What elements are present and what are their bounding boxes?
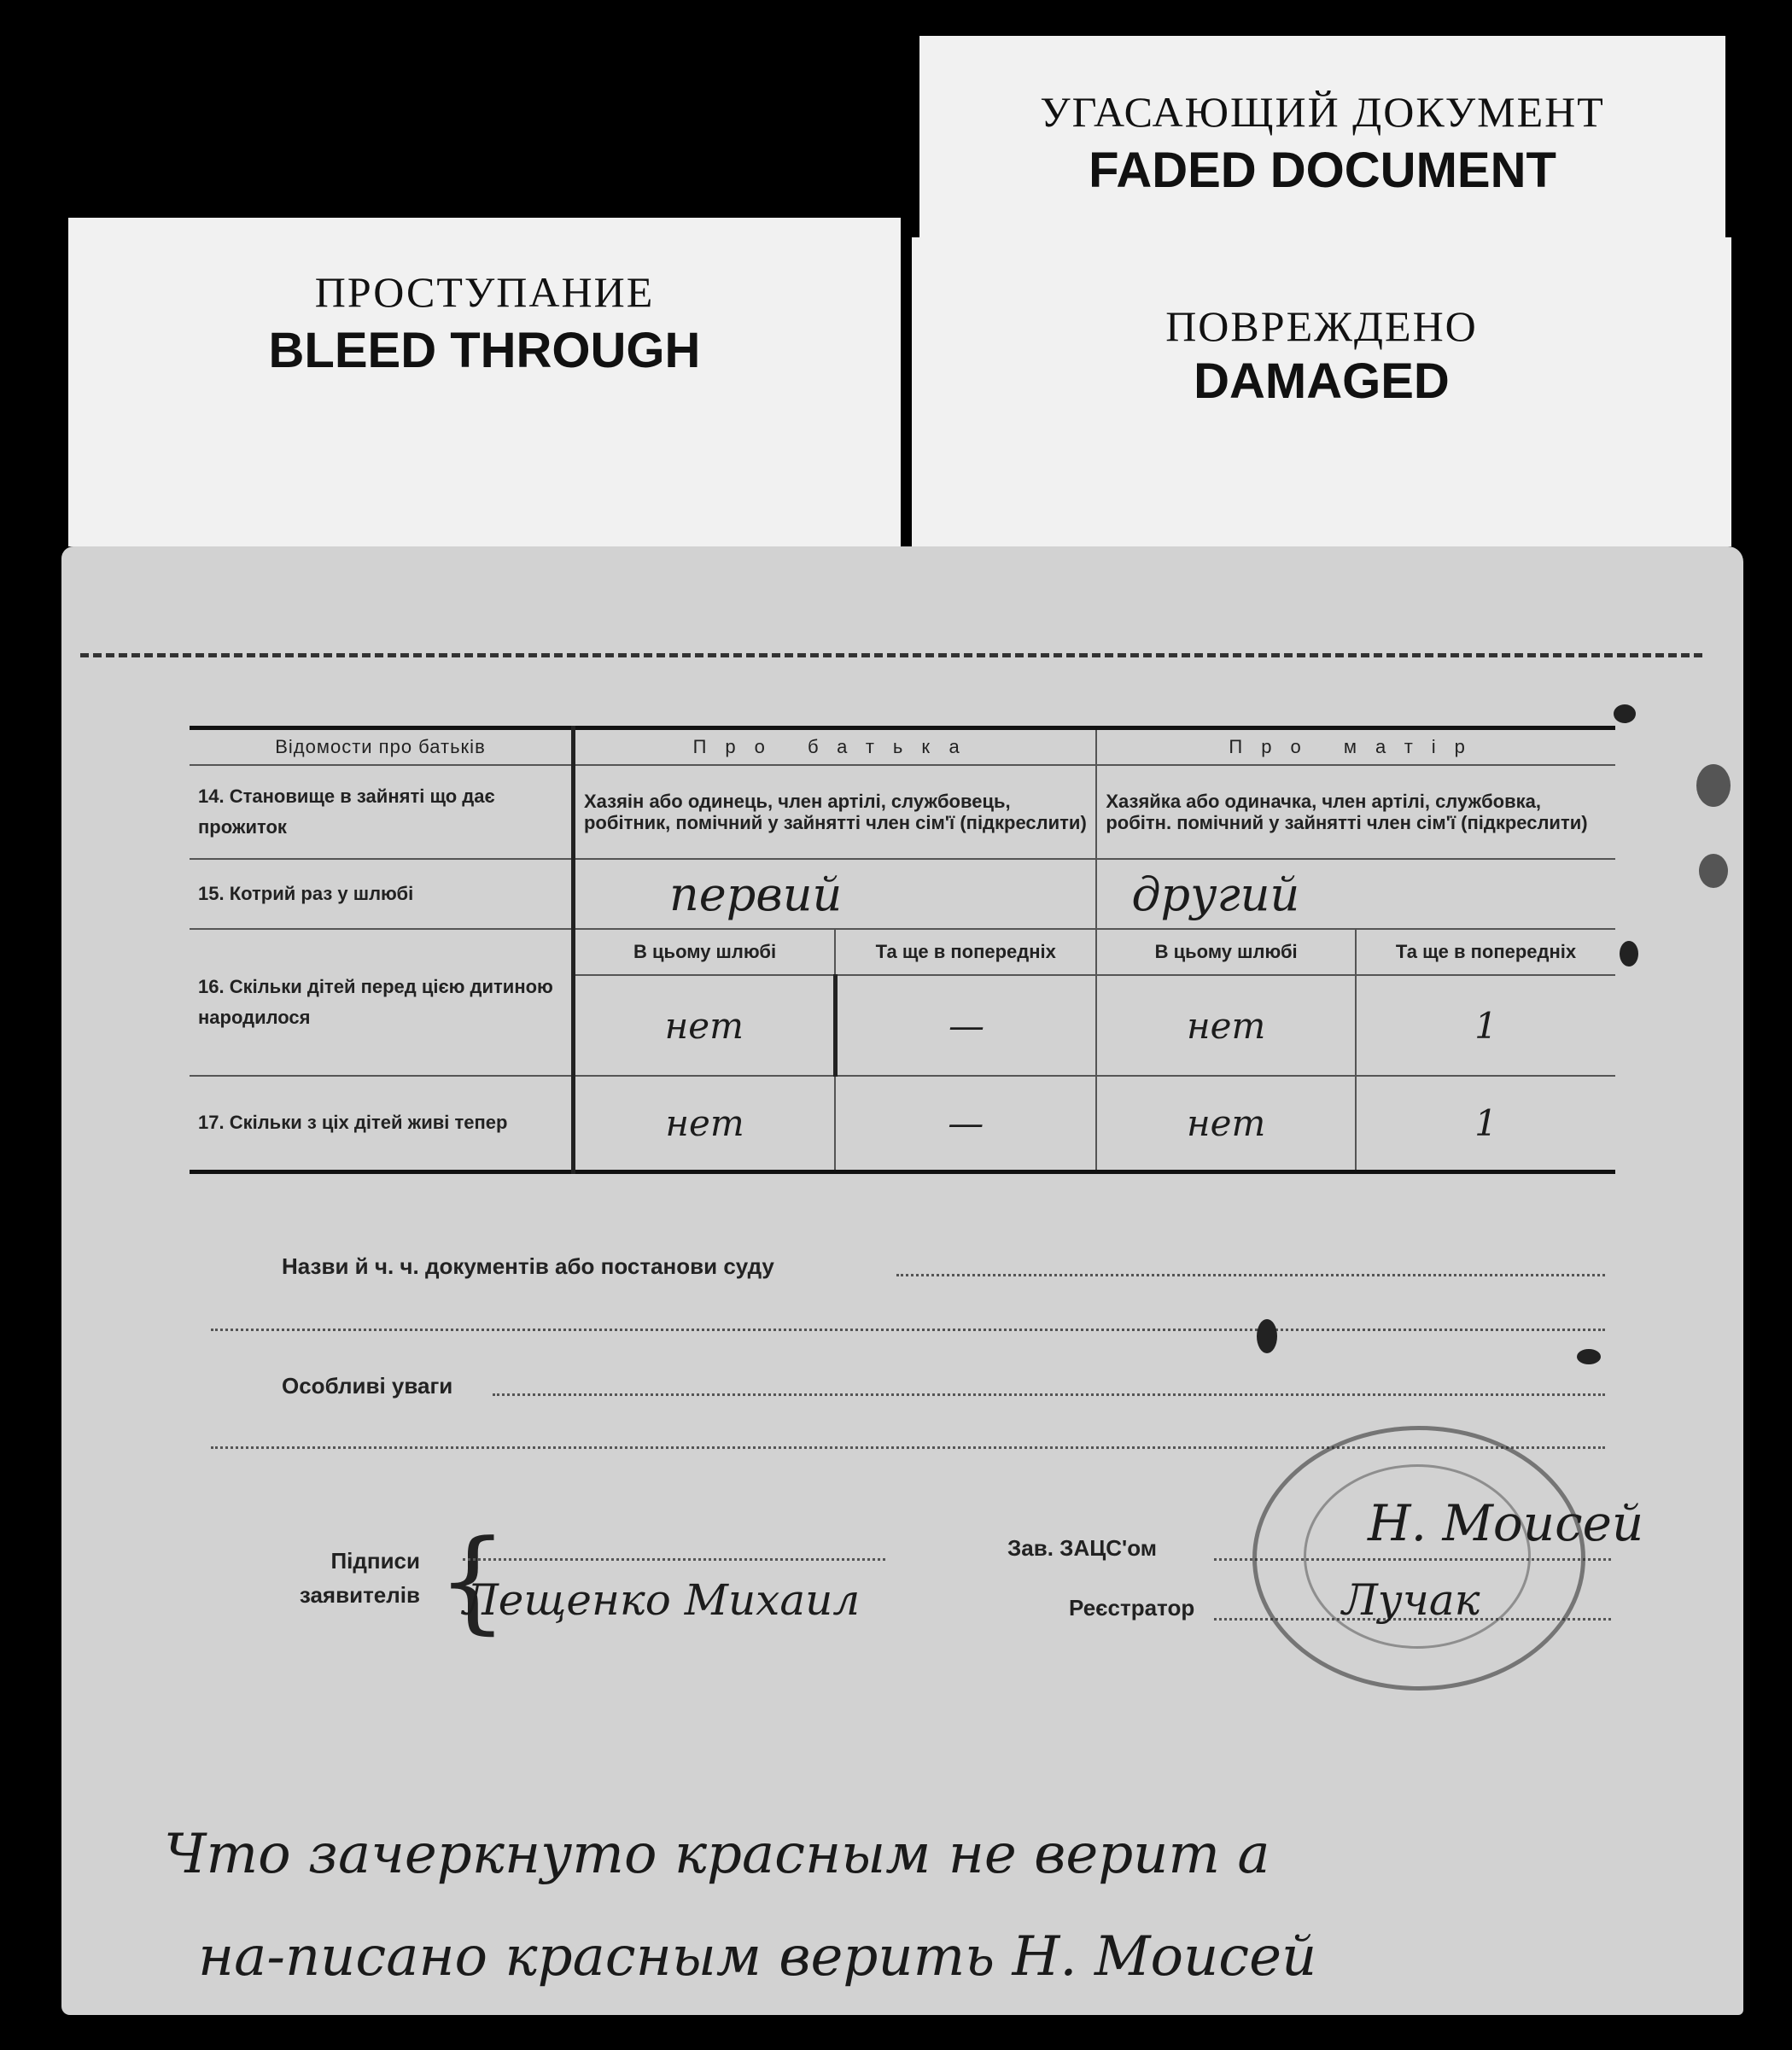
row15-mother-value: другий <box>1096 859 1615 929</box>
damaged-label-en: DAMAGED <box>1194 353 1450 409</box>
row17-father-prev: — <box>835 1076 1096 1171</box>
official-seal-inner-ring <box>1304 1464 1531 1649</box>
subheader-father-this: В цьому шлюбі <box>573 929 835 975</box>
ink-blot <box>1257 1319 1277 1353</box>
registrar-label: Реєстратор <box>1069 1595 1195 1621</box>
bleed-through-label <box>68 218 901 546</box>
ink-blot <box>1620 941 1638 967</box>
notes-label: Особливі уваги <box>282 1373 453 1399</box>
signatures-label-2: заявителів <box>299 1582 420 1608</box>
record-sheet <box>61 546 1743 2015</box>
row16-mother-this: нет <box>1096 975 1356 1076</box>
applicant-signature: Лещенко Михаил <box>463 1575 861 1625</box>
row15-label: 15. Котрий раз у шлюбі <box>190 859 573 929</box>
damage-spot <box>1699 854 1728 888</box>
header-parents-info: Відомости про батьків <box>190 728 573 766</box>
row17-label: 17. Скільки з ціх дітей живі тепер <box>190 1076 573 1171</box>
row14-mother-options: Хазяйка або одиначка, член артілі, службовка, робітн. помічний у зайнятті член сім'ї (підкреслити) <box>1096 765 1615 859</box>
row16-father-prev: — <box>835 975 1096 1076</box>
row17-father-this: нет <box>573 1076 835 1171</box>
documents-line-1 <box>896 1274 1605 1276</box>
bleed-label-ru: ПРОСТУПАНИЕ <box>314 268 655 316</box>
signature-brace: { <box>437 1516 508 1645</box>
damaged-label <box>912 237 1731 546</box>
signatures-label-1: Підписи <box>330 1548 420 1574</box>
ink-blot <box>1614 704 1636 723</box>
row14-label: 14. Становище в зайняті що дає прожиток <box>190 765 573 859</box>
ink-blot <box>1577 1349 1601 1364</box>
zags-head-label: Зав. ЗАЦС'ом <box>1007 1535 1157 1561</box>
subheader-mother-prev: Та ще в попередніх <box>1356 929 1615 975</box>
documents-line-2 <box>211 1329 1605 1331</box>
tear-line <box>80 653 1702 657</box>
faded-document-label <box>919 36 1725 249</box>
row15-father-value: первий <box>573 859 1096 929</box>
notes-line-1 <box>493 1393 1605 1396</box>
row17-mother-this: нет <box>1096 1076 1356 1171</box>
handwritten-note-line-2: на-писано красным верить Н. Моисей <box>198 1925 1317 1989</box>
parents-info-table <box>190 726 1615 1174</box>
zags-head-signature: Н. Моисей <box>1368 1494 1644 1552</box>
row16-label: 16. Скільки дітей перед цією дитиною народилося <box>190 929 573 1076</box>
header-father: Про батька <box>573 728 1096 766</box>
row17-mother-prev: 1 <box>1356 1076 1615 1171</box>
documents-label: Назви й ч. ч. документів або постанови суду <box>282 1253 774 1279</box>
row14-father-options: Хазяін або одинець, член артілі, службовець, робітник, помічний у зайнятті член сім'ї (підкреслити) <box>573 765 1096 859</box>
header-mother: Про матір <box>1096 728 1615 766</box>
damaged-label-ru: ПОВРЕЖДЕНО <box>1165 302 1478 350</box>
subheader-father-prev: Та ще в попередніх <box>835 929 1096 975</box>
handwritten-note-line-1: Что зачеркнуто красным не верит а <box>164 1823 1270 1886</box>
signature-line-1 <box>463 1558 885 1561</box>
bleed-label-en: BLEED THROUGH <box>268 323 701 378</box>
faded-label-ru: УГАСАЮЩИЙ ДОКУМЕНТ <box>1040 88 1605 136</box>
row16-mother-prev: 1 <box>1356 975 1615 1076</box>
row16-father-this: нет <box>573 975 835 1076</box>
registrar-signature: Лучак <box>1342 1575 1480 1625</box>
subheader-mother-this: В цьому шлюбі <box>1096 929 1356 975</box>
damage-spot <box>1696 764 1731 807</box>
faded-label-en: FADED DOCUMENT <box>1089 143 1556 198</box>
